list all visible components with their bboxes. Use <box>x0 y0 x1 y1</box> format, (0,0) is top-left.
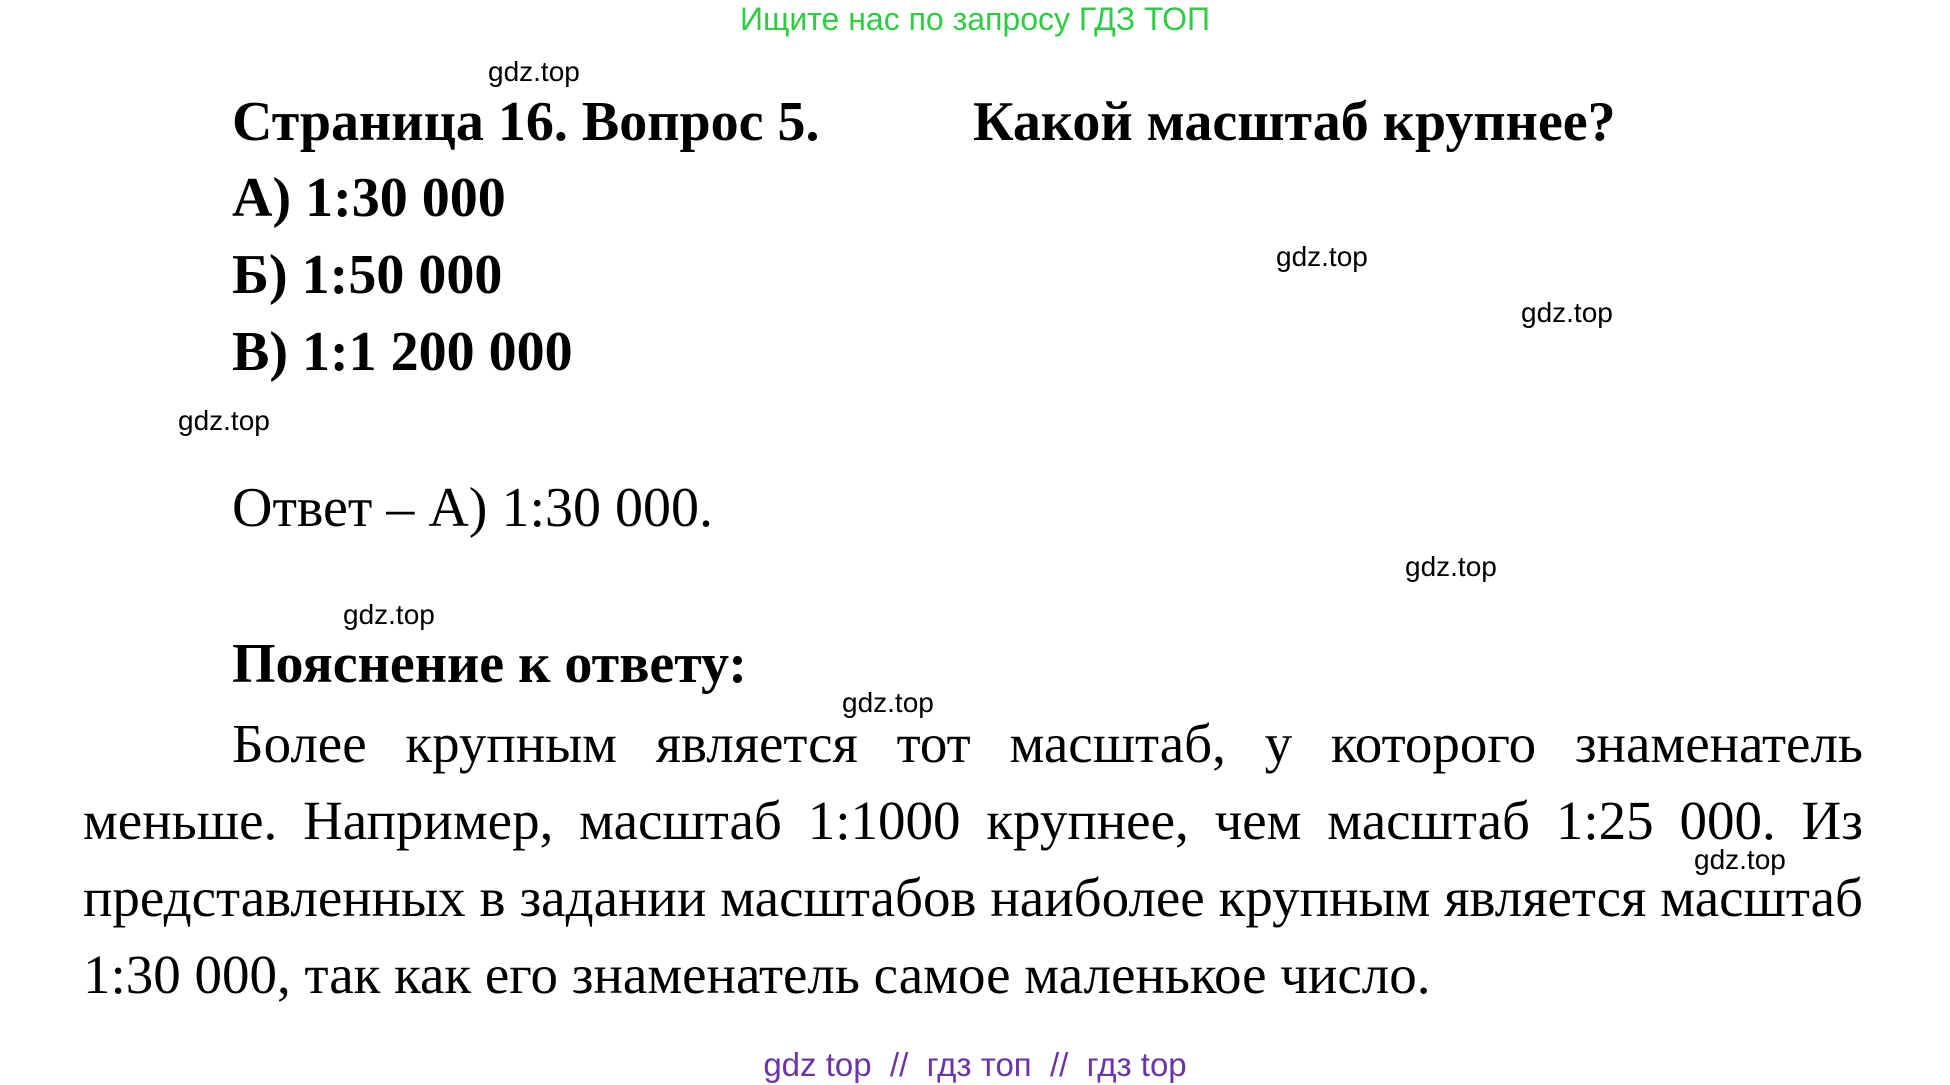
watermark: gdz.top <box>1405 551 1497 582</box>
footer-links: gdz top // гдз топ // гдз top <box>763 1046 1187 1083</box>
watermark: gdz.top <box>178 405 270 436</box>
watermark: gdz.top <box>1276 241 1368 272</box>
question-page-label: Страница 16. Вопрос 5. <box>232 91 820 153</box>
option-a: А) 1:30 000 <box>232 167 506 229</box>
explanation-heading: Пояснение к ответу: <box>232 633 747 695</box>
option-b: Б) 1:50 000 <box>232 244 503 306</box>
question-prompt: Какой масштаб крупнее? <box>973 91 1616 153</box>
watermark: gdz.top <box>1694 844 1786 875</box>
answer-text: Ответ – А) 1:30 000. <box>232 477 714 539</box>
watermark: gdz.top <box>488 56 580 87</box>
watermark: gdz.top <box>1521 297 1613 328</box>
watermark: gdz.top <box>842 687 934 718</box>
explanation-paragraph: Более крупным является тот масштаб, у которого знаменатель меньше. Например, масштаб 1:1000 крупнее, чем масштаб 1:25 000. Из представленных в задании масштабов наиболее крупным является масштаб 1:30 000, так как его знаменатель самое маленькое число. <box>83 713 1863 1005</box>
option-c: В) 1:1 200 000 <box>232 321 573 383</box>
watermark: gdz.top <box>343 599 435 630</box>
top-banner: Ищите нас по запросу ГДЗ ТОП <box>740 1 1210 37</box>
